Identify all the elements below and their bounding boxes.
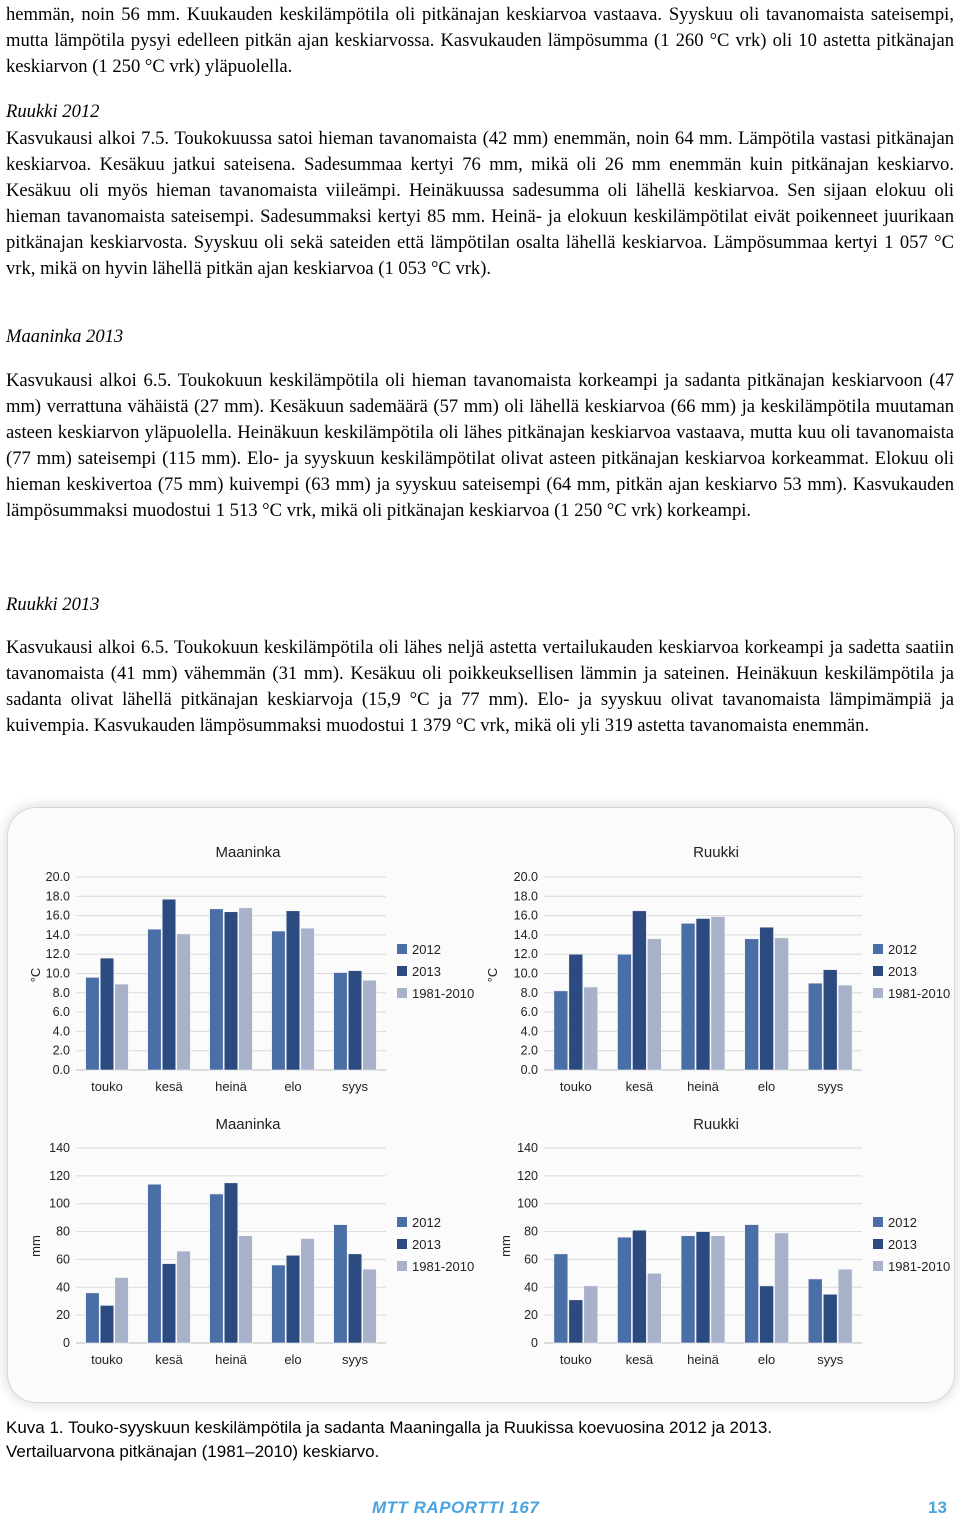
y-tick-label: 18.0 (45, 889, 70, 904)
chart-title: Maaninka (215, 1116, 281, 1133)
y-tick-label: 60 (524, 1252, 538, 1267)
x-tick-label: heinä (215, 1352, 247, 1367)
caption-line-1: Kuva 1. Touko-syyskuun keskilämpötila ja sadanta Maaningalla ja Ruukissa koevuosina 2012 ja 2013. (6, 1418, 773, 1437)
x-tick-label: syys (817, 1079, 844, 1094)
y-tick-label: 2.0 (52, 1043, 70, 1058)
bar-2013-touko (569, 954, 583, 1070)
x-tick-label: syys (342, 1079, 368, 1094)
x-tick-label: elo (757, 1352, 776, 1367)
x-tick-label: elo (284, 1079, 302, 1094)
bar-2013-syys (348, 1254, 362, 1343)
y-tick-label: 4.0 (52, 1024, 70, 1039)
figure-caption (6, 1416, 954, 1464)
bar-2013-kesä (162, 1264, 176, 1343)
y-tick-label: 20 (524, 1308, 538, 1323)
legend-swatch-1981-2010 (397, 988, 407, 998)
chart-title: Ruukki (693, 1116, 739, 1133)
bar-1981-2010-heinä (711, 917, 725, 1070)
bar-2012-heinä (681, 923, 695, 1070)
y-axis-label: mm (28, 1235, 43, 1257)
legend-label: 2012 (888, 942, 917, 957)
legend-label: 2012 (412, 942, 441, 957)
bar-1981-2010-kesä (177, 1251, 191, 1343)
bar-1981-2010-kesä (177, 934, 191, 1070)
footer-report-title: MTT RAPORTTI 167 (372, 1498, 540, 1517)
y-axis-label: °C (28, 967, 43, 983)
y-tick-label: 80 (56, 1224, 70, 1239)
bar-2012-kesä (617, 1237, 631, 1343)
y-tick-label: 12.0 (513, 947, 538, 962)
bar-2013-syys (348, 971, 362, 1070)
x-tick-label: heinä (687, 1352, 719, 1367)
bar-1981-2010-heinä (239, 1236, 253, 1343)
legend-swatch-1981-2010 (873, 1261, 883, 1271)
y-tick-label: 18.0 (513, 889, 538, 904)
paragraph-ruukki-2012: Kasvukausi alkoi 7.5. Toukokuussa satoi hieman tavanomaista (42 mm) enemmän, noin 64 mm. Lämpötila vastasi pitkänajan keskiarvoa. Kesäkuu jatkui sateisena. Sadesummaa kertyi 76 mm, mikä oli 26 mm enemmän kuin pitkänajan keskiarvo. Kesäkuu oli myös hieman tavanomaista viileämpi. Heinäkuussa sadesumma oli lähellä keskiarvoa. Sen sijaan elokuu oli hieman tavanomaista sateisempi. Sadesummaksi kertyi 85 mm. Heinä- ja elokuun keskilämpötilat eivät poikenneet juurikaan pitkänajan keskiarvosta. Syyskuu oli sekä sateiden että lämpötilan osalta lähellä keskiarvoa. Lämpösummaa kertyi 1 057 °C vrk, mikä on hyvin lähellä pitkän ajan keskiarvoa (1 053 °C vrk). (6, 128, 954, 279)
footer-page-number: 13 (928, 1498, 947, 1517)
bar-2012-kesä (617, 954, 631, 1070)
bar-1981-2010-heinä (711, 1236, 725, 1343)
x-tick-label: touko (91, 1079, 123, 1094)
y-tick-label: 0.0 (520, 1063, 538, 1077)
chart-panel-4 (498, 1116, 950, 1367)
bar-2013-elo (760, 927, 774, 1070)
x-tick-label: syys (342, 1352, 368, 1367)
chart-title: Maaninka (215, 844, 281, 861)
bar-2012-syys (808, 1279, 822, 1343)
y-tick-label: 0 (63, 1336, 70, 1350)
bar-1981-2010-syys (363, 980, 377, 1070)
y-tick-label: 120 (517, 1168, 538, 1183)
bar-1981-2010-elo (301, 1239, 315, 1343)
bar-2012-kesä (148, 929, 162, 1070)
bar-1981-2010-heinä (239, 908, 253, 1070)
bar-1981-2010-elo (775, 1233, 789, 1343)
legend-label: 2013 (888, 1237, 917, 1252)
bar-2012-touko (86, 977, 100, 1070)
x-tick-label: syys (817, 1352, 844, 1367)
chart-panel-2 (485, 844, 950, 1094)
y-tick-label: 20.0 (45, 870, 70, 884)
bar-2012-heinä (681, 1236, 695, 1343)
y-tick-label: 40 (524, 1280, 538, 1295)
bar-2013-syys (823, 1294, 837, 1343)
bar-2012-touko (554, 991, 568, 1070)
bar-2013-kesä (162, 899, 176, 1070)
legend-swatch-2013 (397, 1239, 407, 1249)
x-tick-label: touko (559, 1079, 592, 1094)
bar-2013-elo (286, 1255, 300, 1343)
bar-2012-heinä (210, 1194, 224, 1343)
bar-2012-heinä (210, 909, 224, 1070)
y-tick-label: 14.0 (45, 927, 70, 942)
bar-2013-touko (100, 958, 114, 1070)
x-tick-label: touko (559, 1352, 592, 1367)
bar-2013-elo (760, 1286, 774, 1343)
bar-1981-2010-syys (363, 1269, 377, 1343)
y-tick-label: 140 (517, 1141, 538, 1155)
legend-swatch-2012 (397, 1217, 407, 1227)
x-tick-label: kesä (155, 1352, 183, 1367)
y-tick-label: 20.0 (513, 870, 538, 884)
bar-2013-heinä (696, 1232, 710, 1343)
bar-1981-2010-elo (775, 938, 789, 1070)
legend-swatch-2012 (873, 944, 883, 954)
y-tick-label: 10.0 (45, 966, 70, 981)
heading-ruukki-2012: Ruukki 2012 (6, 101, 100, 122)
bar-1981-2010-touko (584, 987, 598, 1070)
heading-ruukki-2013: Ruukki 2013 (6, 594, 100, 615)
chart-panel-3 (28, 1116, 474, 1367)
bar-2013-heinä (224, 912, 238, 1070)
paragraph-continued: hemmän, noin 56 mm. Kuukauden keskilämpötila oli pitkänajan keskiarvoa vastaava. Syyskuu oli tavanomaista sateisempi, mutta lämpötila pysyi edelleen pitkän ajan keskiarvossa. Kasvukauden lämpösumma (1 260 °C vrk) oli 10 astetta pitkänajan keskiarvon (1 250 °C vrk) yläpuolella. (6, 4, 954, 77)
y-tick-label: 8.0 (520, 985, 538, 1000)
heading-maaninka-2013: Maaninka 2013 (6, 326, 124, 347)
legend-label: 2013 (888, 964, 917, 979)
bar-1981-2010-elo (301, 928, 315, 1070)
y-tick-label: 10.0 (513, 966, 538, 981)
bar-2013-kesä (632, 911, 646, 1070)
legend-swatch-2013 (873, 966, 883, 976)
legend-label: 2012 (412, 1215, 441, 1230)
y-tick-label: 14.0 (513, 927, 538, 942)
bar-1981-2010-touko (115, 984, 129, 1070)
y-tick-label: 80 (524, 1224, 538, 1239)
x-tick-label: kesä (155, 1079, 183, 1094)
bar-2012-touko (86, 1293, 100, 1343)
x-tick-label: kesä (625, 1352, 654, 1367)
legend-label: 2013 (412, 964, 441, 979)
y-tick-label: 40 (56, 1280, 70, 1295)
paragraph-maaninka-2013: Kasvukausi alkoi 6.5. Toukokuun keskilämpötila oli hieman tavanomaista korkeampi ja sadanta pitkänajan keskiarvoon (47 mm) verrattuna vähäistä (27 mm). Kesäkuun sademäärä (57 mm) oli lähellä keskiarvoa (66 mm) ja keskilämpötila muutaman asteen keskiarvon yläpuolella. Heinäkuun keskilämpötila oli lähes pitkänajan keskiarvoa vastaava, mutta kuu oli tavanomaista (77 mm) sateisempi (115 mm). Elo- ja syyskuun keskilämpötilat olivat asteen pitkänajan keskiarvoa korkeammat. Elokuu oli hieman keskivertoa (75 mm) kuivempi (63 mm) ja syyskuu sateisempi (64 mm, pitkän ajan keskiarvo 53 mm). Kasvukauden lämpösummaksi muodostui 1 513 °C vrk, mikä oli pitkänajan keskiarvoa (1 250 °C vrk) korkeampi. (6, 370, 954, 521)
legend-swatch-2012 (397, 944, 407, 954)
bar-2012-syys (334, 1225, 348, 1343)
legend-swatch-2012 (873, 1217, 883, 1227)
bar-2012-elo (745, 1225, 759, 1343)
legend-label: 1981-2010 (412, 986, 475, 1001)
bar-2012-syys (808, 983, 822, 1070)
bar-2013-heinä (696, 918, 710, 1070)
y-tick-label: 60 (56, 1252, 70, 1267)
bar-2012-elo (272, 931, 286, 1070)
bar-2012-elo (272, 1265, 286, 1343)
bar-2012-elo (745, 939, 759, 1070)
bar-2013-kesä (632, 1230, 646, 1343)
bar-2012-syys (334, 973, 348, 1070)
bar-2013-heinä (224, 1183, 238, 1343)
legend-label: 1981-2010 (412, 1259, 475, 1274)
bar-2012-touko (554, 1254, 568, 1343)
x-tick-label: heinä (687, 1079, 719, 1094)
legend-swatch-2013 (397, 966, 407, 976)
bar-1981-2010-syys (838, 1269, 852, 1343)
y-tick-label: 100 (517, 1196, 538, 1211)
y-axis-label: °C (485, 967, 500, 983)
bar-2013-touko (569, 1300, 583, 1343)
y-tick-label: 12.0 (45, 947, 70, 962)
chart-title: Ruukki (693, 844, 739, 861)
y-tick-label: 4.0 (520, 1024, 538, 1039)
y-tick-label: 120 (49, 1168, 70, 1183)
legend-swatch-1981-2010 (397, 1261, 407, 1271)
x-tick-label: touko (91, 1352, 123, 1367)
bar-1981-2010-kesä (647, 1273, 661, 1343)
caption-line-2: Vertailuarvona pitkänajan (1981–2010) keskiarvo. (6, 1442, 380, 1461)
y-tick-label: 6.0 (520, 1005, 538, 1020)
bar-1981-2010-touko (584, 1286, 598, 1343)
legend-label: 1981-2010 (888, 986, 951, 1001)
y-tick-label: 140 (49, 1141, 70, 1155)
y-tick-label: 0 (531, 1336, 538, 1350)
bar-2013-elo (286, 911, 300, 1070)
y-tick-label: 100 (49, 1196, 70, 1211)
bar-1981-2010-kesä (647, 939, 661, 1070)
legend-swatch-1981-2010 (873, 988, 883, 998)
legend-label: 2012 (888, 1215, 917, 1230)
x-tick-label: elo (757, 1079, 776, 1094)
x-tick-label: heinä (215, 1079, 247, 1094)
legend-label: 1981-2010 (888, 1259, 951, 1274)
bar-2012-kesä (148, 1184, 162, 1343)
chart-panel-1 (28, 844, 474, 1094)
y-tick-label: 16.0 (45, 908, 70, 923)
y-tick-label: 6.0 (52, 1005, 70, 1020)
y-tick-label: 16.0 (513, 908, 538, 923)
bar-1981-2010-syys (838, 985, 852, 1070)
legend-swatch-2013 (873, 1239, 883, 1249)
x-tick-label: elo (284, 1352, 302, 1367)
paragraph-ruukki-2013: Kasvukausi alkoi 6.5. Toukokuun keskilämpötila oli lähes neljä astetta vertailukauden keskiarvoa korkeampi ja sadetta saatiin tavanomaista (41 mm) vähemmän (31 mm). Kesäkuu oli poikkeuksellisen lämmin ja sateinen. Heinäkuun keskilämpötila ja sadanta olivat lähellä pitkänajan keskiarvoja (15,9 °C ja 77 mm). Elo- ja syyskuu olivat tavanomaista lämpimämpiä ja kuivempia. Kasvukauden lämpösummaksi muodostui 1 379 °C vrk, mikä oli yli 319 astetta tavanomaista enemmän. (6, 637, 954, 736)
y-tick-label: 2.0 (520, 1043, 538, 1058)
y-axis-label: mm (498, 1235, 513, 1257)
y-tick-label: 0.0 (52, 1063, 70, 1077)
bar-2013-touko (100, 1305, 114, 1343)
x-tick-label: kesä (625, 1079, 654, 1094)
bar-2013-syys (823, 970, 837, 1070)
y-tick-label: 20 (56, 1308, 70, 1323)
legend-label: 2013 (412, 1237, 441, 1252)
bar-1981-2010-touko (115, 1278, 129, 1343)
y-tick-label: 8.0 (52, 985, 70, 1000)
